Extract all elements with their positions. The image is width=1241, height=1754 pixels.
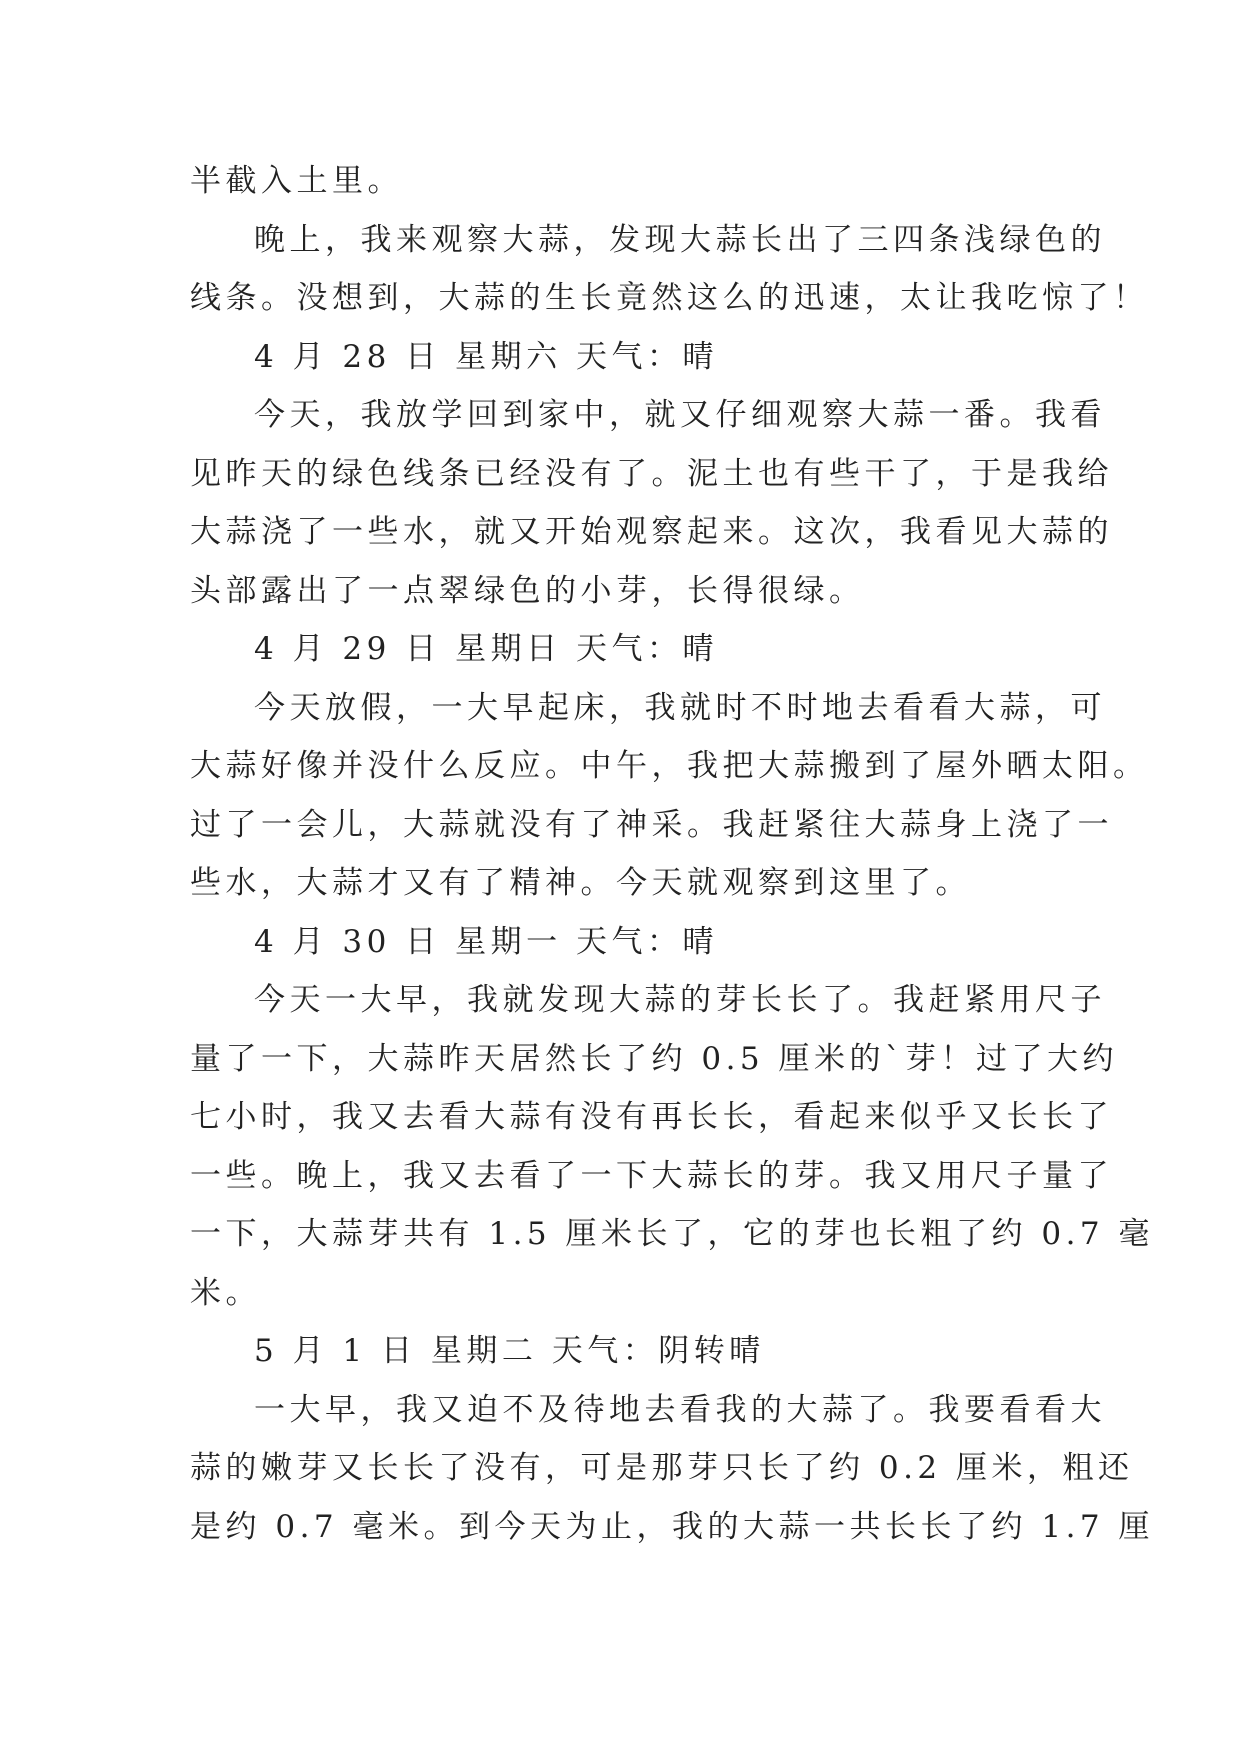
text-line: 一些。晚上，我又去看了一下大蒜长的芽。我又用尺子量了: [190, 1157, 1113, 1194]
diary-date-heading: 4 月 28 日 星期六 天气：晴: [254, 338, 718, 375]
diary-date-heading: 4 月 30 日 星期一 天气：晴: [254, 923, 718, 960]
text-line: 头部露出了一点翠绿色的小芽，长得很绿。: [190, 572, 865, 609]
text-line: 半截入土里。: [190, 163, 403, 199]
text-line: 些水，大蒜才又有了精神。今天就观察到这里了。: [190, 865, 971, 901]
text-line: 一下，大蒜芽共有 1.5 厘米长了，它的芽也长粗了约 0.7 毫: [190, 1216, 1155, 1252]
text-line: 今天一大早，我就发现大蒜的芽长长了。我赶紧用尺子: [254, 982, 1106, 1018]
text-line: 量了一下，大蒜昨天居然长了约 0.5 厘米的`芽！过了大约: [190, 1040, 1119, 1077]
text-line: 米。: [190, 1274, 261, 1311]
text-line: 线条。没想到，大蒜的生长竟然这么的迅速，太让我吃惊了！: [190, 280, 1149, 316]
text-line: 一大早，我又迫不及待地去看我的大蒜了。我要看看大: [254, 1391, 1106, 1428]
text-line: 见昨天的绿色线条已经没有了。泥土也有些干了，于是我给: [190, 455, 1113, 492]
text-line: 过了一会儿，大蒜就没有了神采。我赶紧往大蒜身上浇了一: [190, 806, 1113, 843]
document-body: [190, 152, 1155, 1556]
text-line: 晚上，我来观察大蒜，发现大蒜长出了三四条浅绿色的: [254, 221, 1106, 258]
diary-date-heading: 5 月 1 日 星期二 天气：阴转晴: [254, 1333, 765, 1369]
text-line: 七小时，我又去看大蒜有没有再长长，看起来似乎又长长了: [190, 1099, 1113, 1135]
text-line: 是约 0.7 毫米。到今天为止，我的大蒜一共长长了约 1.7 厘: [190, 1508, 1155, 1545]
text-line: 今天放假，一大早起床，我就时不时地去看看大蒜，可: [254, 689, 1106, 726]
text-line: 今天，我放学回到家中，就又仔细观察大蒜一番。我看: [254, 397, 1106, 433]
text-line: 蒜的嫩芽又长长了没有，可是那芽只长了约 0.2 厘米，粗还: [190, 1450, 1134, 1486]
text-line: 大蒜好像并没什么反应。中午，我把大蒜搬到了屋外晒太阳。: [190, 748, 1149, 784]
text-line: 大蒜浇了一些水，就又开始观察起来。这次，我看见大蒜的: [190, 514, 1113, 550]
diary-date-heading: 4 月 29 日 星期日 天气：晴: [254, 631, 718, 667]
